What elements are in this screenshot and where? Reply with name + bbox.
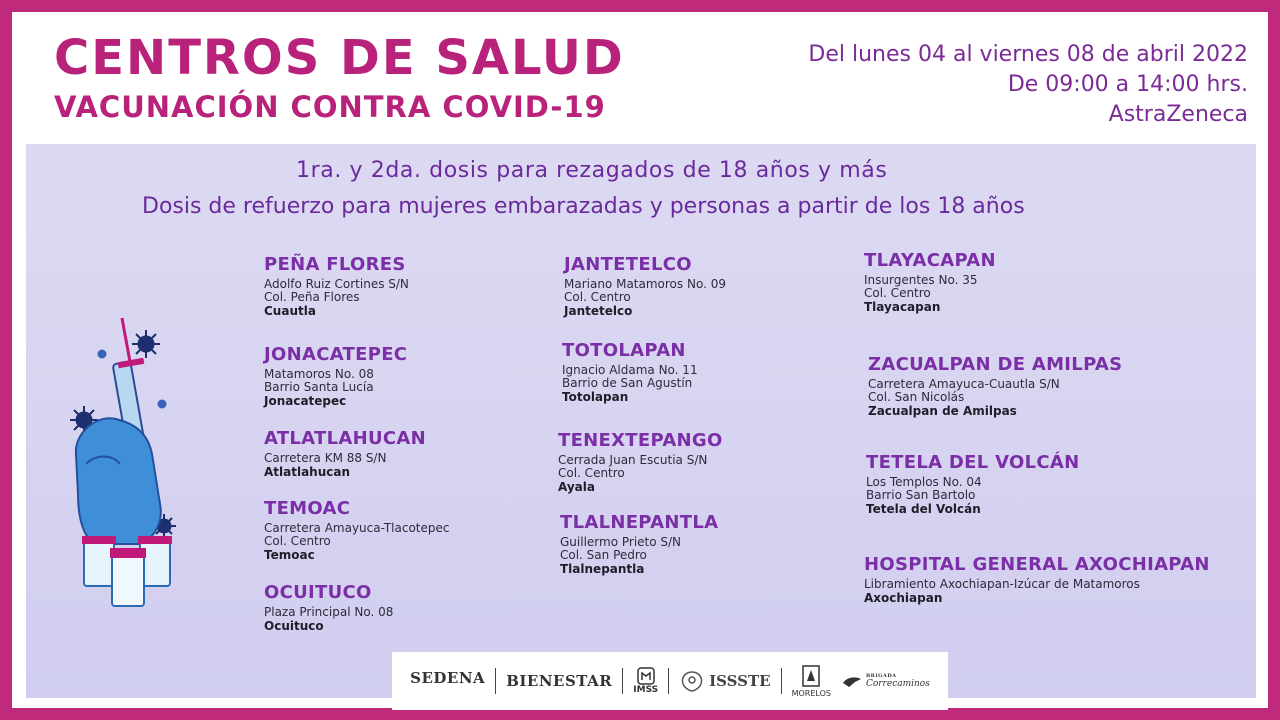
issste-emblem-icon <box>679 669 705 693</box>
center-temoac <box>264 498 449 562</box>
address-line: Los Templos No. 04 <box>866 475 982 489</box>
center-name: PEÑA FLORES <box>264 254 406 275</box>
center-city: Tlalnepantla <box>560 562 645 576</box>
center-name: JANTETELCO <box>564 254 692 275</box>
address-line: Matamoros No. 08 <box>264 367 374 381</box>
center-city: Jonacatepec <box>264 394 347 408</box>
vial-icon <box>82 536 172 606</box>
address-line: Barrio San Bartolo <box>866 488 976 502</box>
center-name: TENEXTEPANGO <box>558 430 723 451</box>
center-name: JONACATEPEC <box>264 344 408 365</box>
center-city: Ocuituco <box>264 619 324 633</box>
center-jonacatepec <box>264 344 407 408</box>
content-panel <box>26 144 1256 698</box>
center-ocuituco <box>264 582 393 633</box>
sedena-logo: SEDENA <box>410 669 486 687</box>
header <box>12 12 1268 144</box>
schedule-info <box>808 40 1248 130</box>
center-hospital-axochiapan <box>864 554 1210 605</box>
center-zacualpan <box>868 354 1122 418</box>
address-line: Col. Centro <box>864 286 931 300</box>
divider <box>781 668 782 694</box>
bienestar-logo: BIENESTAR <box>506 672 613 690</box>
center-tenextepango <box>558 430 723 494</box>
address-line: Col. San Nicolás <box>868 390 965 404</box>
morelos-emblem-icon <box>801 665 821 689</box>
center-city: Ayala <box>558 480 595 494</box>
center-name: ZACUALPAN DE AMILPAS <box>868 354 1123 375</box>
address-line: Ignacio Aldama No. 11 <box>562 363 698 377</box>
hours: De 09:00 a 14:00 hrs. <box>1007 72 1248 97</box>
center-name: OCUITUCO <box>264 582 372 603</box>
center-city: Totolapan <box>562 390 629 404</box>
center-city: Cuautla <box>264 304 316 318</box>
dose-info-line1: 1ra. y 2da. dosis para rezagados de 18 años y más <box>296 158 888 183</box>
address-line: Guillermo Prieto S/N <box>560 535 682 549</box>
center-totolapan <box>562 340 698 404</box>
divider <box>622 668 623 694</box>
address-line: Col. Peña Flores <box>264 290 360 304</box>
center-name: HOSPITAL GENERAL AXOCHIAPAN <box>864 554 1210 575</box>
address-line: Adolfo Ruiz Cortines S/N <box>264 277 409 291</box>
address-line: Barrio Santa Lucía <box>264 380 374 394</box>
center-city: Tlayacapan <box>864 300 941 314</box>
vaccine-illustration <box>56 304 196 624</box>
address-line: Col. Centro <box>564 290 631 304</box>
imss-logo: IMSS <box>633 667 658 695</box>
address-line: Mariano Matamoros No. 09 <box>564 277 726 291</box>
address-line: Col. Centro <box>264 534 331 548</box>
page-title: CENTROS DE SALUD <box>54 30 625 86</box>
address-line: Carretera KM 88 S/N <box>264 451 387 465</box>
roadrunner-icon <box>841 673 863 689</box>
center-name: TEMOAC <box>264 498 351 519</box>
divider <box>495 668 496 694</box>
address-line: Carretera Amayuca-Cuautla S/N <box>868 377 1060 391</box>
center-name: ATLATLAHUCAN <box>264 428 426 449</box>
center-pena-flores <box>264 254 409 318</box>
address-line: Libramiento Axochiapan-Izúcar de Matamoros <box>864 577 1140 591</box>
imss-emblem-icon <box>637 667 655 685</box>
center-city: Jantetelco <box>564 304 633 318</box>
address-line: Insurgentes No. 35 <box>864 273 978 287</box>
center-city: Axochiapan <box>864 591 943 605</box>
gloved-hand-icon <box>76 418 161 544</box>
center-city: Atlatlahucan <box>264 465 351 479</box>
brigada-correcaminos-logo: BRIGADA Correcaminos <box>841 673 930 689</box>
center-atlatlahucan <box>264 428 426 479</box>
center-jantetelco <box>564 254 726 318</box>
center-tetela <box>866 452 1079 516</box>
center-name: TLAYACAPAN <box>864 250 996 271</box>
center-city: Temoac <box>264 548 315 562</box>
date-range: Del lunes 04 al viernes 08 de abril 2022 <box>808 42 1248 67</box>
center-name: TETELA DEL VOLCÁN <box>866 452 1080 473</box>
address-line: Col. Centro <box>558 466 625 480</box>
center-tlayacapan <box>864 250 996 314</box>
center-tlalnepantla <box>560 512 718 576</box>
vaccine-name: AstraZeneca <box>1108 102 1248 127</box>
address-line: Col. San Pedro <box>560 548 647 562</box>
address-line: Cerrada Juan Escutia S/N <box>558 453 708 467</box>
address-line: Barrio de San Agustín <box>562 376 693 390</box>
center-city: Tetela del Volcán <box>866 502 981 516</box>
center-name: TOTOLAPAN <box>562 340 686 361</box>
virus-icon <box>132 330 160 358</box>
address-line: Plaza Principal No. 08 <box>264 605 394 619</box>
page-subtitle: VACUNACIÓN CONTRA COVID-19 <box>54 90 606 124</box>
sponsor-logos <box>392 652 948 710</box>
center-city: Zacualpan de Amilpas <box>868 404 1017 418</box>
divider <box>668 668 669 694</box>
address-line: Carretera Amayuca-Tlacotepec <box>264 521 450 535</box>
morelos-logo: MORELOS <box>792 665 831 698</box>
issste-logo: ISSSTE <box>679 669 770 693</box>
center-name: TLALNEPANTLA <box>560 512 719 533</box>
poster-frame <box>12 12 1268 708</box>
dose-info-line2: Dosis de refuerzo para mujeres embarazadas y personas a partir de los 18 años <box>142 194 1025 219</box>
